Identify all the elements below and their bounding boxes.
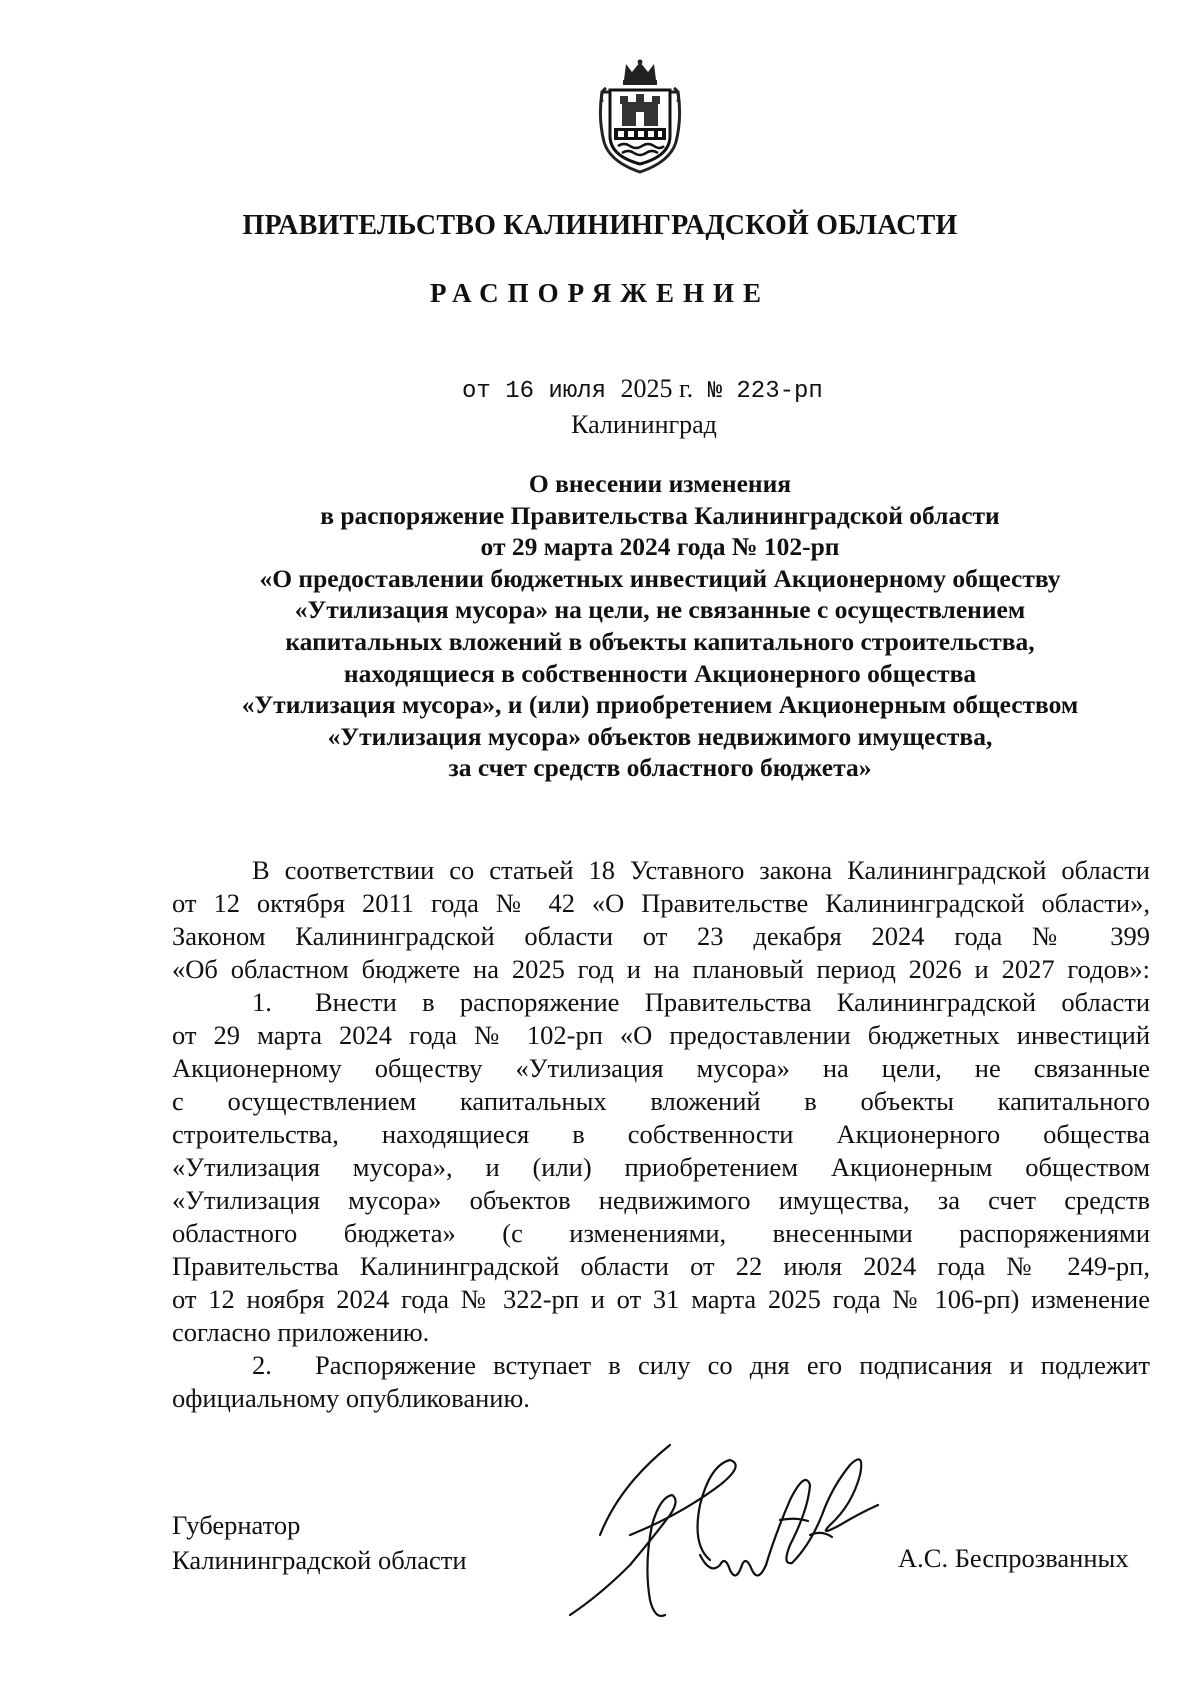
document-number: № 223-рп xyxy=(707,378,823,405)
body-line: от 29 марта 2024 года № 102-рп «О предоставлении бюджетных инвестиций xyxy=(172,1020,1150,1050)
body-line: официальному опубликованию. xyxy=(172,1383,530,1413)
document-type: РАСПОРЯЖЕНИЕ xyxy=(429,278,771,308)
coat-of-arms-icon xyxy=(596,58,684,174)
document-body xyxy=(172,854,1150,1415)
date-day-month: 16 июля xyxy=(505,378,607,405)
date-year: 2025 г. xyxy=(620,374,694,403)
body-line: Внести в распоряжение Правительства Калининградской области xyxy=(315,987,1150,1017)
subject-line: находящиеся в собственности Акционерного общества xyxy=(343,658,977,688)
body-line: «Об областном бюджете на 2025 год и на плановый период 2026 и 2027 годов»: xyxy=(172,954,1150,984)
body-line: от 12 октября 2011 года № 42 «О Правительстве Калининградской области», xyxy=(172,888,1150,918)
subject-line: «Утилизация мусора», и (или) приобретением Акционерным обществом xyxy=(241,690,1079,720)
subject-line: «О предоставлении бюджетных инвестиций Акционерному обществу xyxy=(259,563,1061,593)
signatory-name: А.С. Беспрозванных xyxy=(898,1543,1129,1573)
body-line: согласно приложению. xyxy=(172,1317,430,1347)
body-line: Правительства Калининградской области от 22 июля 2024 года № 249-рп, xyxy=(172,1251,1150,1281)
body-line: Законом Калининградской области от 23 декабря 2024 года № 399 xyxy=(172,921,1150,951)
signature-icon xyxy=(560,1425,920,1640)
body-line: «Утилизация мусора» объектов недвижимого имущества, за счет средств xyxy=(172,1185,1150,1215)
subject-line: «Утилизация мусора» объектов недвижимого имущества, xyxy=(327,721,993,751)
item-2-first-line xyxy=(172,1349,1150,1382)
body-line: с осуществлением капитальных вложений в объекты капитального xyxy=(172,1086,1150,1116)
body-line: от 12 ноября 2024 года № 322-рп и от 31 марта 2025 года № 106-рп) изменение xyxy=(172,1284,1150,1314)
item-number: 2. xyxy=(252,1350,272,1380)
body-line: областного бюджета» (с изменениями, внесенными распоряжениями xyxy=(172,1218,1150,1248)
body-line: строительства, находящиеся в собственности Акционерного общества xyxy=(172,1119,1150,1149)
date-prefix: от xyxy=(462,378,491,405)
body-line: В соответствии со статьей 18 Уставного закона Калининградской области xyxy=(252,855,1150,885)
signatory-position xyxy=(172,1508,467,1578)
subject-line: в распоряжение Правительства Калининградской области xyxy=(320,500,1000,530)
item-number: 1. xyxy=(252,987,272,1017)
date-number-line xyxy=(462,374,823,405)
subject-line: за счет средств областного бюджета» xyxy=(448,753,872,783)
subject-line: «Утилизация мусора» на цели, не связанные с осуществлением xyxy=(294,595,1026,625)
body-line: «Утилизация мусора», и (или) приобретением Акционерным обществом xyxy=(172,1152,1150,1182)
item-1-first-line xyxy=(172,986,1150,1019)
subject-line: от 29 марта 2024 года № 102-рп xyxy=(480,532,840,562)
body-line: Акционерному обществу «Утилизация мусора» на цели, не связанные xyxy=(172,1053,1150,1083)
government-title: ПРАВИТЕЛЬСТВО КАЛИНИНГРАДСКОЙ ОБЛАСТИ xyxy=(242,210,958,241)
document-subject xyxy=(170,468,1150,784)
body-line: Распоряжение вступает в силу со дня его подписания и подлежит xyxy=(315,1350,1150,1380)
subject-line: О внесении изменения xyxy=(528,469,792,498)
subject-line: капитальных вложений в объекты капитального строительства, xyxy=(285,626,1035,656)
position-line: Губернатор xyxy=(172,1510,301,1540)
position-line: Калининградской области xyxy=(172,1545,467,1575)
city: Калининград xyxy=(571,410,717,439)
